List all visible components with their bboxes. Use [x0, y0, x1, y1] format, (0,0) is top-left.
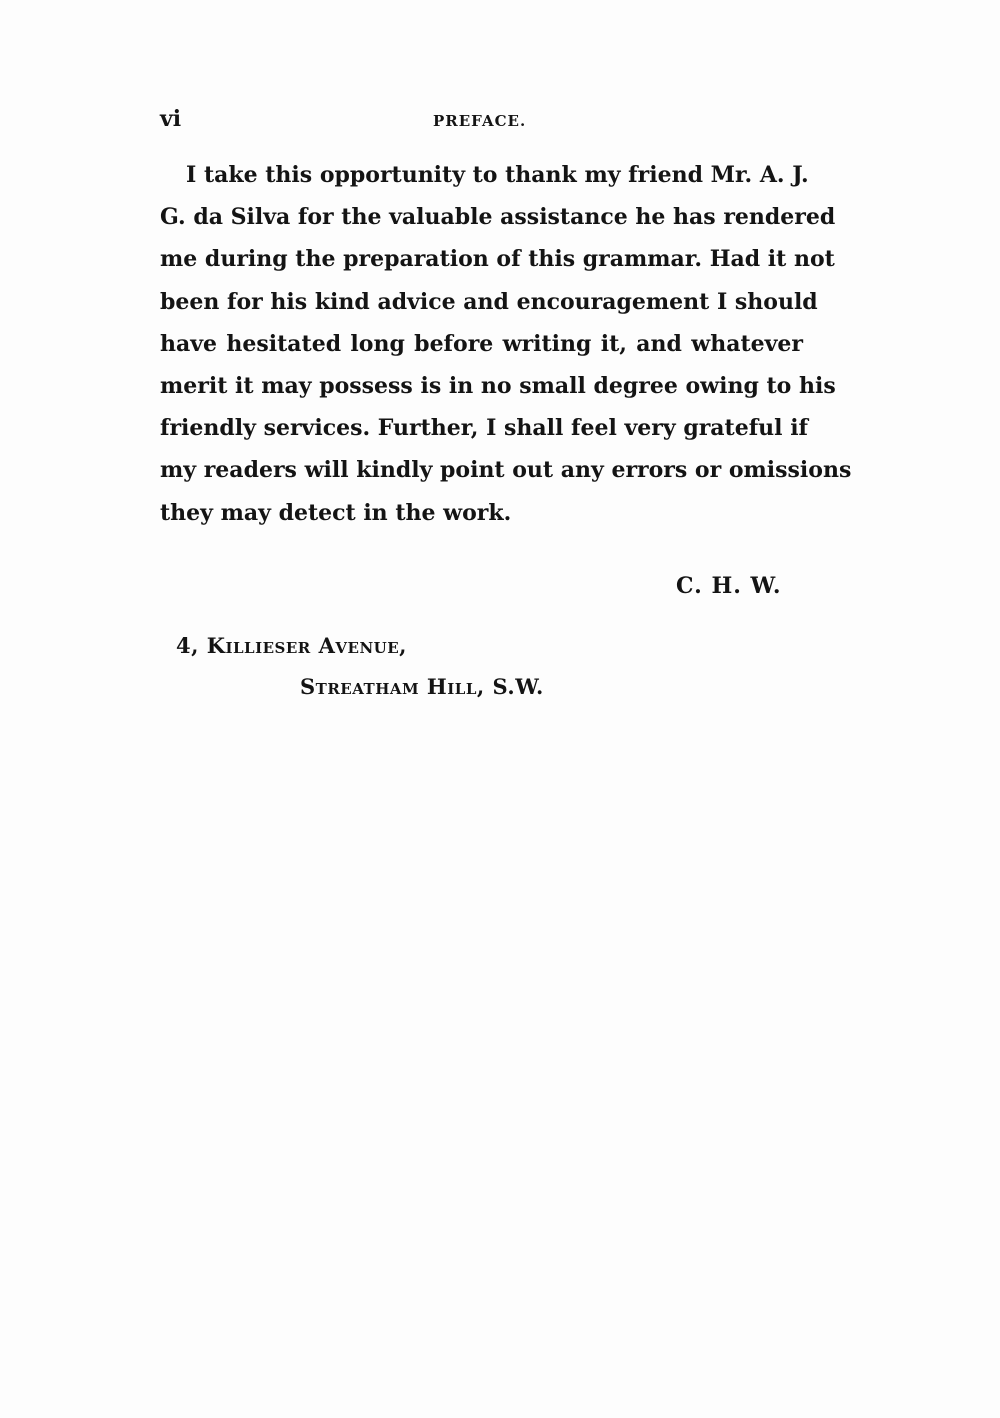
paragraph-line: my readers will kindly point out any errors or omissions [160, 457, 852, 484]
author-initials: C. H. W. [676, 573, 782, 599]
running-head: PREFACE. [433, 112, 527, 130]
paragraph-line: they may detect in the work. [160, 499, 512, 526]
page-number: vi [160, 106, 182, 132]
paragraph-line: been for his kind advice and encouragement I should [160, 288, 818, 315]
paragraph-line: merit it may possess is in no small degree owing to his [160, 373, 836, 400]
address-district: Streatham Hill, S.W. [300, 674, 544, 699]
paragraph-line: me during the preparation of this grammar. Had it not [160, 246, 835, 273]
preface-paragraph [160, 154, 852, 534]
paragraph-line: G. da Silva for the valuable assistance he has rendered [160, 204, 836, 231]
paragraph-line: I take this opportunity to thank my friend Mr. A. J. [186, 162, 809, 188]
paragraph-line: friendly services. Further, I shall feel very grateful if [160, 415, 809, 442]
paragraph-line: have hesitated long before writing it, and whatever [160, 330, 803, 357]
address-street: 4, Killieser Avenue, [176, 633, 407, 658]
